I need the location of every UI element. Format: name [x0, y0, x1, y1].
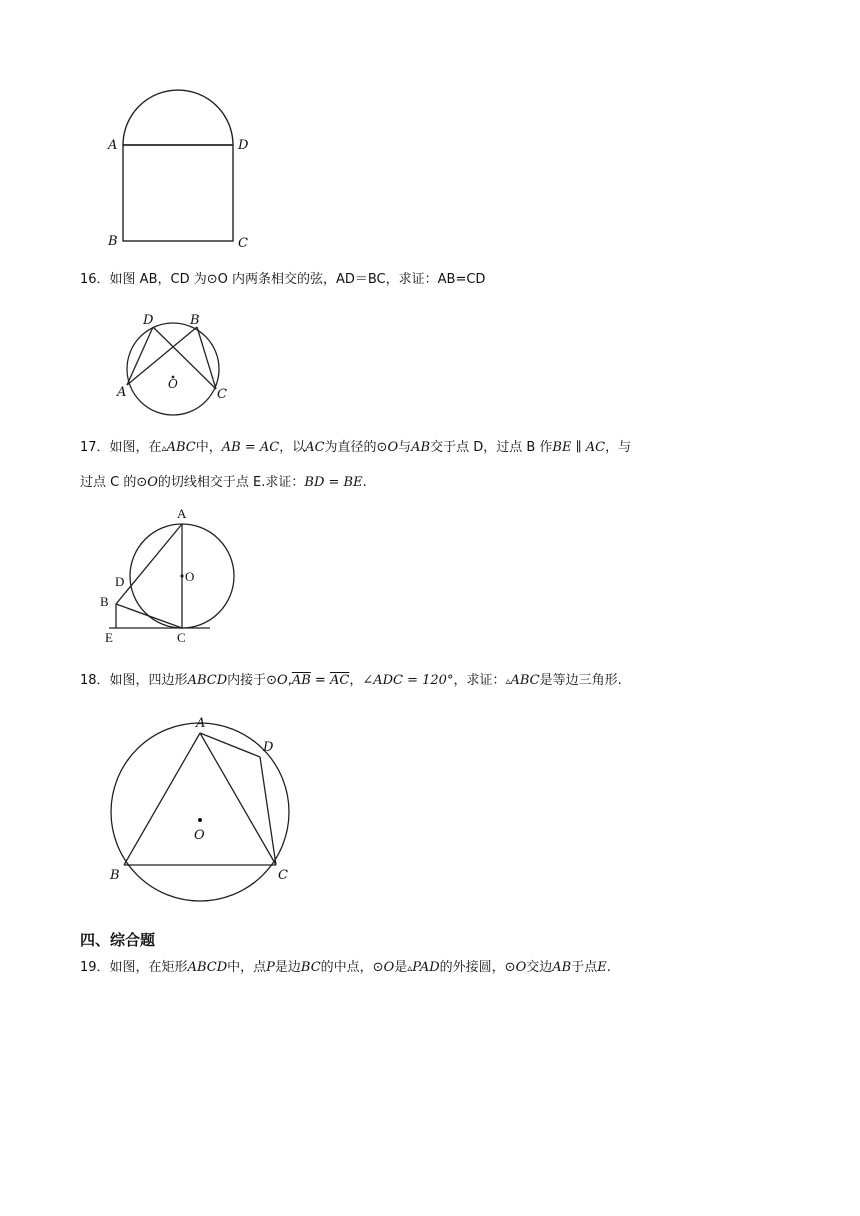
text: 内接于⊙: [227, 673, 278, 688]
math-ab: AB: [411, 440, 431, 455]
text: 中，点: [227, 960, 267, 975]
label-a: A: [108, 138, 118, 153]
math-equation: BD = BE: [304, 475, 363, 490]
math-o: O: [147, 475, 158, 490]
text: 是: [394, 960, 408, 975]
math-abcd: ABCD: [187, 960, 228, 975]
triangle-symbol: ▵: [161, 443, 167, 454]
label-c: C: [238, 236, 248, 251]
math-ac: AC: [305, 440, 325, 455]
math-o: O: [387, 440, 399, 455]
problem-17-line-2: [80, 473, 367, 493]
label-o: O: [168, 377, 178, 391]
math-arc-ab: $\overline{AB}$: [291, 673, 311, 688]
problem-16-text: [80, 270, 485, 290]
problem-statement: 如图 AB，CD 为⊙O 内两条相交的弦，AD＝BC，求证：AB=CD: [109, 272, 486, 287]
label-e: E: [105, 630, 113, 645]
figure-18-inscribed-quadrilateral: [100, 705, 320, 895]
label-c: C: [278, 868, 288, 883]
problem-number: 18．: [80, 673, 110, 688]
side-dc: [260, 757, 276, 865]
label-c: C: [217, 387, 227, 402]
problem-number: 16．: [80, 272, 110, 287]
problem-number: 17．: [80, 440, 110, 455]
text: ，求证：: [453, 673, 506, 688]
text: =: [310, 673, 330, 688]
math-angle: ∠ADC = 120°: [362, 673, 454, 688]
segment-bc: [116, 604, 182, 628]
rectangle-abcd: [123, 145, 233, 241]
text: 为直径的⊙: [324, 440, 388, 455]
text: 如图，四边形: [109, 673, 188, 688]
label-a: A: [177, 506, 187, 521]
math-abc: ABC: [510, 673, 540, 688]
problem-19-text: [80, 958, 611, 979]
triangle-symbol: ▵: [407, 963, 413, 974]
text: 交边: [526, 960, 553, 975]
triangle-symbol: ▵: [505, 676, 511, 687]
figure-17-circle-tangent: [95, 500, 255, 650]
math-o: O: [277, 673, 288, 688]
text: 是边: [274, 960, 301, 975]
center-point: [198, 818, 202, 822]
side-ab: [124, 733, 200, 865]
text: 的中点，⊙: [320, 960, 384, 975]
semicircle-arc: [123, 90, 233, 145]
text: 是等边三角形.: [539, 673, 622, 688]
math-bc: BC: [300, 960, 321, 975]
math-equation: AB = AC: [221, 440, 280, 455]
label-d: D: [143, 313, 154, 328]
problem-number: 19．: [80, 960, 110, 975]
math-abcd: ABCD: [187, 673, 228, 688]
text: 过点 C 的⊙: [80, 475, 148, 490]
math-parallel: BE ∥ AC: [552, 440, 606, 455]
problem-17-line-1: [80, 438, 631, 459]
label-b: B: [190, 313, 200, 328]
text: .: [606, 960, 611, 975]
math-arc-ac: $\overline{AC}$: [329, 673, 350, 688]
label-a: A: [196, 716, 206, 731]
text: 的切线相交于点 E.求证：: [157, 475, 305, 490]
text: 的外接圆，⊙: [439, 960, 516, 975]
text: 如图，在: [109, 440, 162, 455]
text: ，: [349, 673, 363, 688]
circle-o: [127, 323, 219, 415]
section-heading: 四、综合题: [80, 931, 156, 949]
figure-16-circle-chords: [110, 312, 240, 412]
text: 中，: [195, 440, 222, 455]
text: 交于点 D，过点 B 作: [430, 440, 553, 455]
label-b: B: [110, 868, 120, 883]
math-pad: PAD: [412, 960, 440, 975]
label-d: D: [238, 138, 249, 153]
center-point: [180, 574, 183, 577]
text: 于点: [571, 960, 598, 975]
problem-18-text: [80, 671, 622, 692]
label-o: O: [194, 828, 205, 843]
math-p: P: [266, 960, 275, 975]
math-o: O: [515, 960, 527, 975]
label-b: B: [100, 594, 109, 609]
label-c: C: [177, 630, 186, 645]
side-ad: [200, 733, 260, 757]
label-d: D: [263, 740, 274, 755]
chord-ad: [127, 327, 153, 385]
text: 与: [398, 440, 412, 455]
label-a: A: [117, 385, 127, 400]
math-ab: AB: [552, 960, 572, 975]
math-e: E: [597, 960, 607, 975]
label-d: D: [115, 574, 125, 589]
text: 如图，在矩形: [109, 960, 188, 975]
figure-15-arched-rectangle: [100, 85, 270, 260]
label-b: B: [108, 234, 118, 249]
math-abc: ABC: [166, 440, 196, 455]
text: .: [362, 475, 367, 490]
math-o: O: [383, 960, 395, 975]
label-o: O: [185, 569, 195, 584]
text: ，以: [279, 440, 306, 455]
text: ，与: [605, 440, 632, 455]
text: ,: [287, 673, 292, 688]
